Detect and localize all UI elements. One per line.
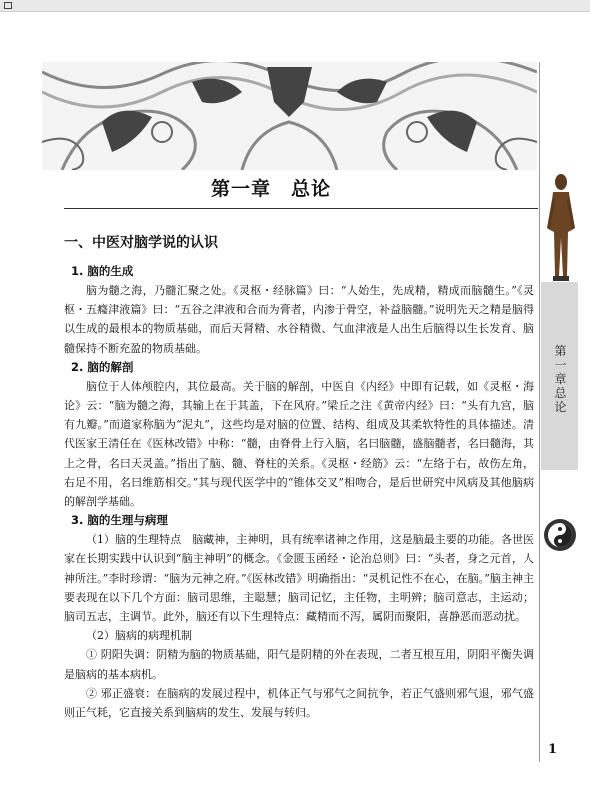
page-number: 1 [548, 742, 558, 757]
paragraph: 脑位于人体颅腔内，其位最高。关于脑的解剖，中医自《内经》中即有记载，如《灵枢・海论》云：“脑为髓之海，其输上在于其盖，下在风府。”梁丘之注《黄帝内经》曰：“头有九宫，脑有九瓣。”而道家称脑为“泥丸”，这些均是对脑的位置、结构、组成及其柔软特性的具体描述。清代医家王清任在《医林改错》中称：“髓，由脊骨上行入脑，名曰脑髓，盛脑髓者，名曰髓海，其上之骨，名曰天灵盖。”指出了脑、髓、脊柱的关系。《灵枢・经筋》云：“左络于右，故伤左角，右足不用，名曰维筋相交。”其与现代医学中的“锥体交叉”相吻合，是后世研究中风病及其他脑病的解剖学基础。 [64, 379, 534, 509]
page-content [64, 222, 534, 722]
yin-yang-icon [543, 518, 577, 552]
subsection-heading: 1. 脑的生成 [71, 264, 134, 278]
paragraph: ① 阴阳失调：阴精为脑的物质基础，阳气是阴精的外在表现，二者互根互用，阴阳平衡失调是脑病的基本病机。 [64, 648, 534, 681]
margin-divider [539, 62, 540, 762]
paragraph: ② 邪正盛衰：在脑病的发展过程中，机体正气与邪气之间抗争，若正气盛则邪气退，邪气盛则正气耗，它直接关系到脑病的发生、发展与转归。 [64, 686, 534, 720]
acupuncture-figure-image [541, 172, 581, 284]
section-heading: 一、中医对脑学说的认识 [64, 235, 218, 251]
ornament-pattern [42, 62, 537, 170]
paragraph: （1）脑的生理特点 脑藏神，主神明，具有统率诸神之作用，这是脑最主要的功能。各世医家在长期实践中认识到“脑主神明”的概念。《金匮玉函经・论治总则》曰：“头者，身之元首，人神所注。”李时珍谓：“脑为元神之府。”《医林改错》明确指出：“灵机记性不在心，在脑。”脑主神主要表现在以下几个方面：脑司思维，主聪慧；脑司记忆，主任物，主明辨；脑司意志，主运动；脑司五志，主调节。此外，脑还有以下生理特点：藏精而不泻，属阴而聚阳，喜静恶而恶动扰。 [64, 533, 534, 624]
top-toolbar [0, 0, 590, 12]
paragraph: 脑为髓之海，乃髓汇聚之处。《灵枢・经脉篇》曰：“人始生，先成精，精成而脑髓生。”《灵枢・五癃津液篇》曰：“五谷之津液和合而为膏者，内渗于骨空，补益脑髓。”说明先天之精是脑得以生成的最根本的物质基础，而后天肾精、水谷精微、气血津液是人出生后脑得以生长发育、脑髓保持不断充盈的物质基础。 [64, 284, 534, 355]
chapter-banner [42, 62, 537, 170]
paragraph: （2）脑病的病理机制 [86, 629, 192, 643]
subsection-heading: 2. 脑的解剖 [71, 359, 134, 374]
side-tab-label: 第一章 总论 [554, 344, 579, 414]
subsection-heading: 3. 脑的生理与病理 [71, 513, 168, 528]
chapter-side-tab [541, 282, 578, 470]
title-divider [64, 208, 538, 209]
window-icon [4, 2, 12, 9]
chapter-title: 第一章 总论 [210, 178, 331, 200]
